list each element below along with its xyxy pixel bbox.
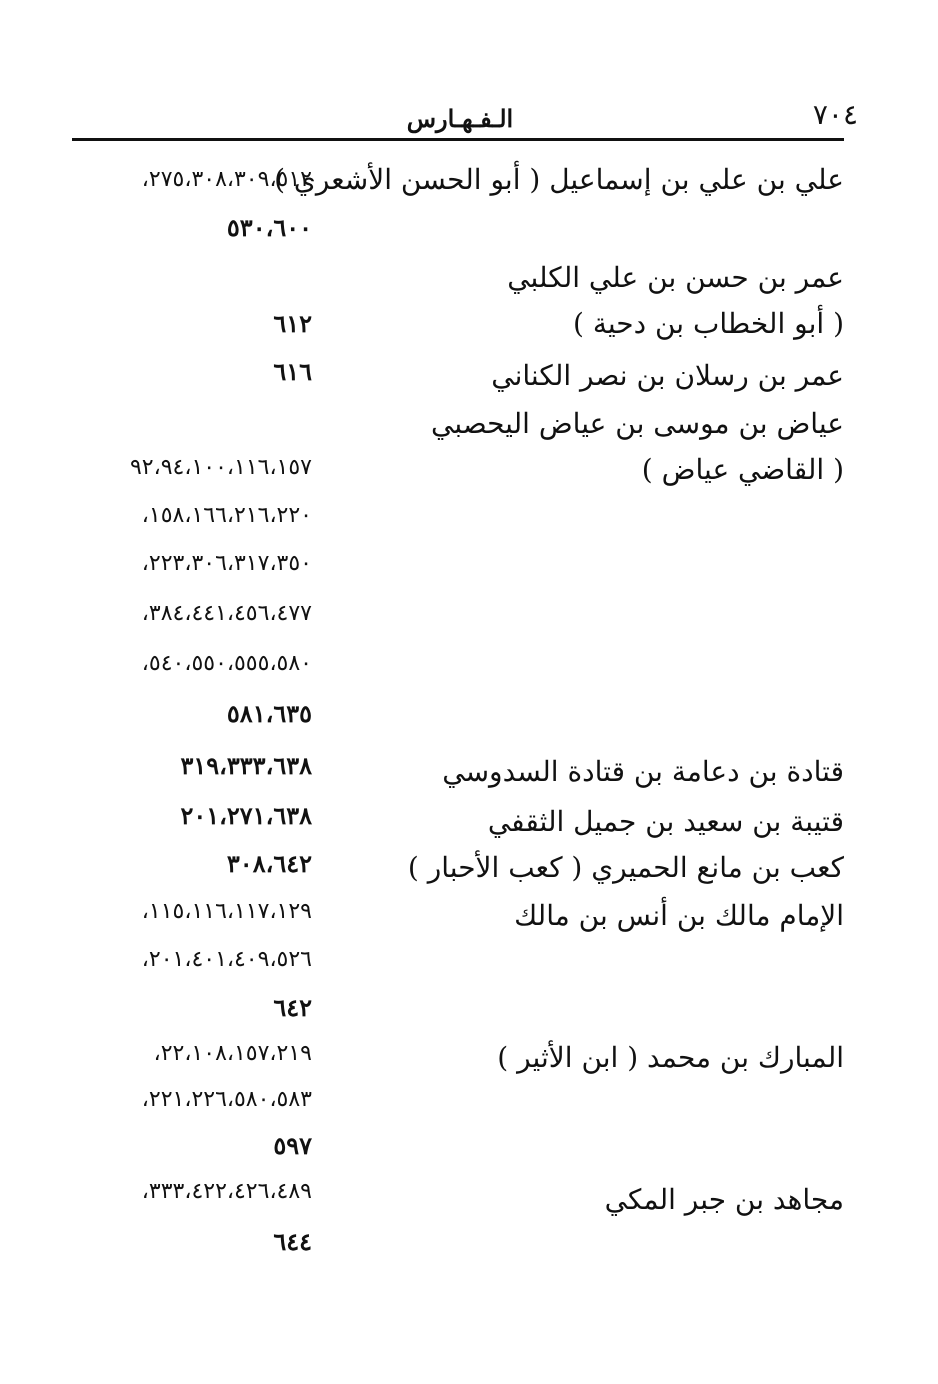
entry-pages: ٥٣٠،٦٠٠ (226, 213, 312, 242)
entry-pages: ٣٠٨،٦٤٢ (226, 849, 312, 878)
entry-pages: ٢٢١،٢٢٦،٥٨٠،٥٨٣، (141, 1087, 312, 1112)
entry-pages: ٦١٢ (273, 309, 312, 338)
entry-pages: ٩٢،٩٤،١٠٠،١١٦،١٥٧ (129, 455, 312, 480)
entry-pages: ٦٤٢ (273, 993, 312, 1022)
page-number: ٧٠٤ (812, 98, 858, 131)
entry-name: علي بن علي بن إسماعيل ( أبو الحسن الأشعري ) (274, 163, 844, 196)
entry-pages: ٦٤٤ (273, 1227, 312, 1256)
entry-pages: ٣٣٣،٤٢٢،٤٢٦،٤٨٩، (141, 1179, 312, 1204)
entry-name: قتيبة بن سعيد بن جميل الثقفي (487, 805, 844, 838)
entry-pages: ٥٨١،٦٣٥ (226, 699, 312, 728)
entry-name-alias: ( القاضي عياض ) (641, 453, 844, 486)
entry-name: عمر بن رسلان بن نصر الكناني (491, 359, 844, 392)
entry-pages: ٥٤٠،٥٥٠،٥٥٥،٥٨٠، (141, 651, 312, 676)
entry-pages: ١٥٨،١٦٦،٢١٦،٢٢٠، (141, 503, 312, 528)
entry-pages: ٣٨٤،٤٤١،٤٥٦،٤٧٧، (141, 601, 312, 626)
entry-name: مجاهد بن جبر المكي (604, 1183, 844, 1216)
entry-pages: ٢٠١،٢٧١،٦٣٨ (180, 801, 312, 830)
entry-pages: ٢٠١،٤٠١،٤٠٩،٥٢٦، (141, 947, 312, 972)
entry-name: الإمام مالك بن أنس بن مالك (514, 899, 844, 932)
entry-name: عياض بن موسى بن عياض اليحصبي (431, 407, 844, 440)
entry-name: عمر بن حسن بن علي الكلبي (507, 261, 844, 294)
entry-name: كعب بن مانع الحميري ( كعب الأحبار ) (407, 851, 844, 884)
entry-name: المبارك بن محمد ( ابن الأثير ) (497, 1041, 844, 1074)
entry-pages: ١١٥،١١٦،١١٧،١٢٩، (141, 899, 312, 924)
entry-name-alias: ( أبو الخطاب بن دحية ) (573, 307, 844, 340)
entry-pages: ٢٧٥،٣٠٨،٣٠٩،٥١٢، (141, 167, 312, 192)
entry-pages: ٢٢٣،٣٠٦،٣١٧،٣٥٠، (141, 551, 312, 576)
page-title: الـفـهـارس (406, 104, 514, 133)
entry-pages: ٣١٩،٣٣٣،٦٣٨ (180, 751, 312, 780)
header-rule (72, 138, 844, 141)
entry-pages: ٥٩٧ (273, 1131, 312, 1160)
entry-name: قتادة بن دعامة بن قتادة السدوسي (442, 755, 844, 788)
entry-pages: ٦١٦ (273, 357, 312, 386)
entry-pages: ٢٢،١٠٨،١٥٧،٢١٩، (153, 1041, 312, 1066)
